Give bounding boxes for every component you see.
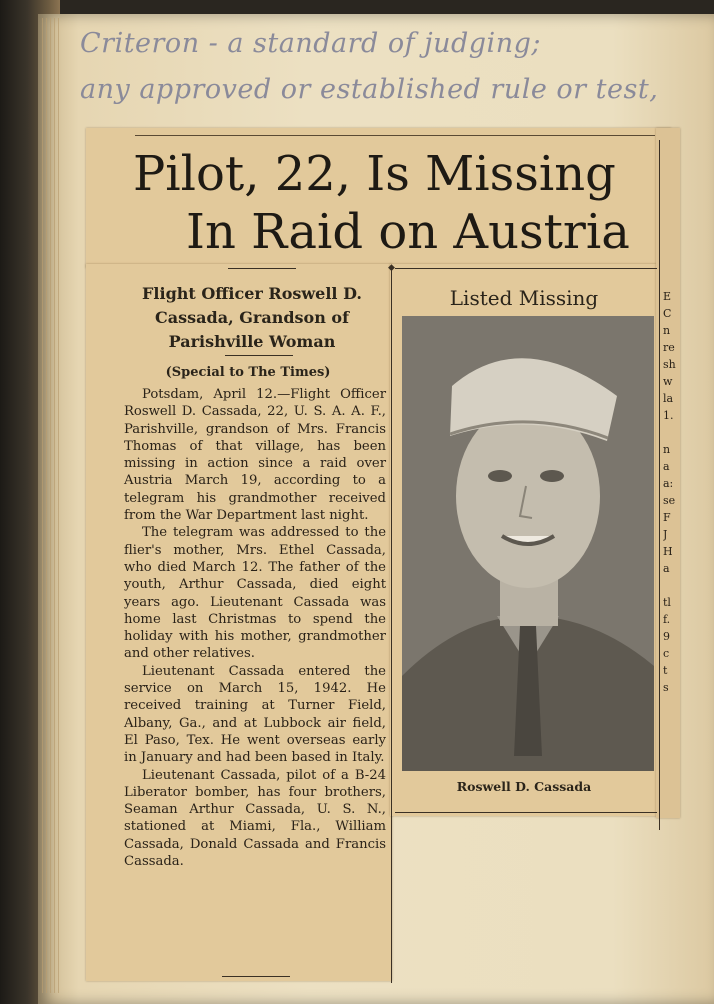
divider-rule bbox=[225, 355, 293, 356]
dateline-tag: (Special to The Times) bbox=[165, 365, 331, 380]
article-paragraph: Lieutenant Cassada entered the service on March 15, 1942. He received training at Turner Field, Albany, Ga., and at Lubbock air field, El Paso, Tex. He went overseas early in January and had been based in Italy. bbox=[124, 663, 386, 766]
fragment-text: w bbox=[663, 375, 673, 388]
column-divider bbox=[391, 268, 392, 983]
fragment-text: tl bbox=[663, 596, 671, 609]
column-divider bbox=[659, 140, 660, 830]
fragment-text: 1. bbox=[663, 409, 674, 422]
fragment-text: H bbox=[663, 545, 673, 558]
fragment-text: a bbox=[663, 562, 670, 575]
article-paragraph: The telegram was addressed to the flier's mother, Mrs. Ethel Cassada, who died March 12. The father of the youth, Arthur Cassada, died eight years ago. Lieutenant Cassada was home last Christmas to spend the holiday with his mother, grandmother and other relatives. bbox=[124, 525, 386, 662]
ornament-icon: ◆ bbox=[388, 263, 395, 273]
page-stack-edge bbox=[42, 18, 60, 993]
fragment-text: J bbox=[663, 528, 668, 541]
fragment-text: F bbox=[663, 511, 671, 524]
fragment-text: E bbox=[663, 290, 672, 303]
fragment-text: re bbox=[663, 341, 675, 354]
headline-line-2: In Raid on Austria bbox=[186, 204, 630, 260]
subhead-line-3: Parishville Woman bbox=[168, 332, 336, 351]
fragment-text: f. bbox=[663, 613, 671, 626]
photo-bottom-rule bbox=[395, 812, 657, 813]
divider-rule bbox=[228, 268, 296, 269]
headline-line-1: Pilot, 22, Is Missing bbox=[133, 146, 616, 202]
adjacent-column-fragment bbox=[663, 288, 681, 696]
photo-title: Listed Missing bbox=[449, 286, 599, 310]
fragment-text: se bbox=[663, 494, 676, 507]
photo-caption: Roswell D. Cassada bbox=[456, 779, 592, 794]
headline-top-rule bbox=[135, 135, 655, 136]
fragment-text: sh bbox=[663, 358, 676, 371]
fragment-text: C bbox=[663, 307, 672, 320]
fragment-text: n bbox=[663, 443, 671, 456]
subhead-line-1: Flight Officer Roswell D. bbox=[142, 284, 362, 303]
subhead-line-2: Cassada, Grandson of bbox=[155, 308, 349, 327]
fragment-text: a bbox=[663, 460, 670, 473]
portrait-illustration bbox=[402, 316, 654, 771]
fragment-text: c bbox=[663, 647, 670, 660]
fragment-text: s bbox=[663, 681, 669, 694]
fragment-text: a: bbox=[663, 477, 674, 490]
fragment-text: la bbox=[663, 392, 674, 405]
handwritten-note-line-2: any approved or established rule or test, bbox=[80, 74, 659, 105]
fragment-text: n bbox=[663, 324, 671, 337]
fragment-text bbox=[663, 577, 681, 594]
article-paragraph: Lieutenant Cassada, pilot of a B-24 Liberator bomber, has four brothers, Seaman Arthur Cassada, U. S. N., stationed at Miami, Fla., William Cassada, Donald Cassada and Francis Cassada. bbox=[124, 767, 386, 870]
portrait-photo bbox=[402, 316, 654, 771]
article-paragraph: Potsdam, April 12.—Flight Officer Roswell D. Cassada, 22, U. S. A. A. F., Parishville, grandson of Mrs. Francis Thomas of that village, has been missing in action since a raid over Austria March 19, according to a telegram his grandmother received from the War Department last night. bbox=[124, 387, 386, 524]
article-body bbox=[124, 386, 386, 870]
handwritten-note-line-1: Criteron - a standard of judging; bbox=[80, 28, 541, 59]
fragment-text: t bbox=[663, 664, 668, 677]
fragment-text: 9 bbox=[663, 630, 670, 643]
photo-top-rule bbox=[395, 268, 657, 269]
divider-rule bbox=[222, 976, 290, 977]
fragment-text bbox=[663, 424, 681, 441]
